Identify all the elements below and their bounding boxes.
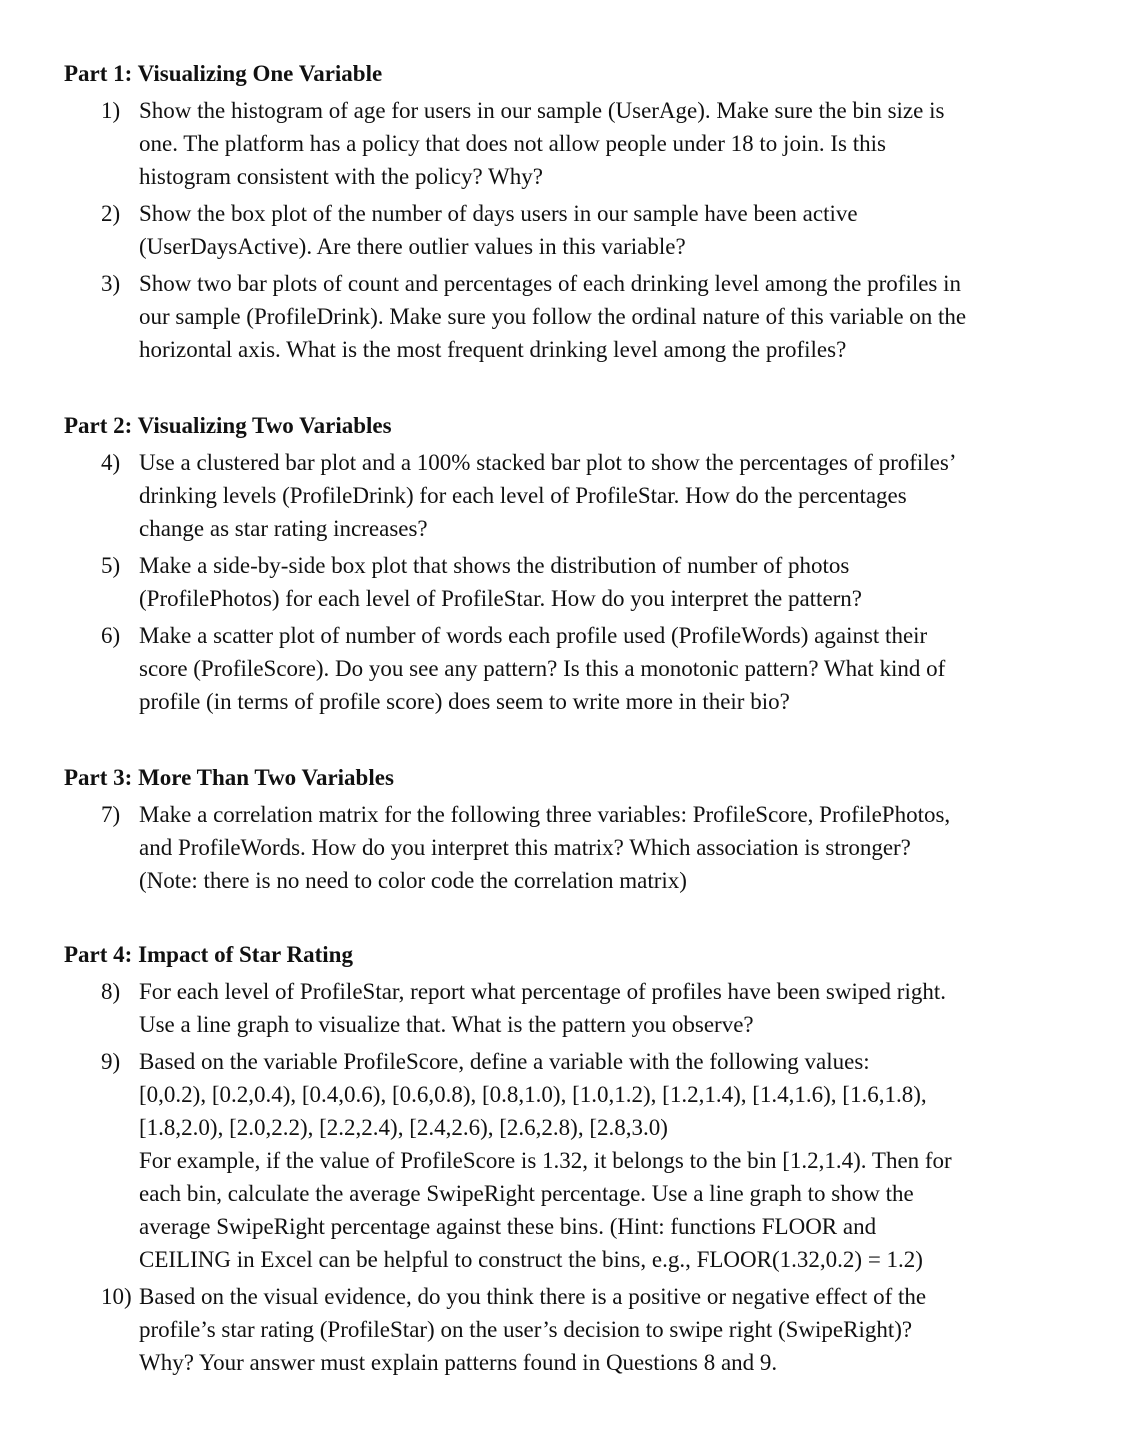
- question-line: Use a line graph to visualize that. What is the pattern you observe?: [139, 1012, 754, 1037]
- question-line: average SwipeRight percentage against these bins. (Hint: functions FLOOR and: [139, 1214, 877, 1239]
- question-line: Show two bar plots of count and percentages of each drinking level among the profiles in: [139, 271, 962, 296]
- question-line: [1.8,2.0), [2.0,2.2), [2.2,2.4), [2.4,2.6), [2.6,2.8), [2.8,3.0): [139, 1115, 668, 1140]
- question-number: 4): [101, 450, 121, 475]
- question-line: CEILING in Excel can be helpful to construct the bins, e.g., FLOOR(1.32,0.2) = 1.2): [139, 1247, 923, 1272]
- question-line: Make a correlation matrix for the following three variables: ProfileScore, ProfilePhotos,: [139, 802, 951, 827]
- question-line: horizontal axis. What is the most frequent drinking level among the profiles?: [139, 337, 847, 362]
- part-2-section: [64, 409, 1064, 722]
- question-number: 7): [101, 802, 121, 827]
- question-line: Show the histogram of age for users in our sample (UserAge). Make sure the bin size is: [139, 98, 945, 123]
- question-number: 6): [101, 623, 121, 648]
- question-line: drinking levels (ProfileDrink) for each level of ProfileStar. How do the percentages: [139, 483, 907, 508]
- question-line: Show the box plot of the number of days users in our sample have been active: [139, 201, 858, 226]
- question-line: one. The platform has a policy that does not allow people under 18 to join. Is this: [139, 131, 886, 156]
- question-line: (ProfilePhotos) for each level of ProfileStar. How do you interpret the pattern?: [139, 586, 863, 611]
- question-line: Make a side-by-side box plot that shows the distribution of number of photos: [139, 553, 850, 578]
- question-line: change as star rating increases?: [139, 516, 428, 541]
- question-line: [0,0.2), [0.2,0.4), [0.4,0.6), [0.6,0.8), [0.8,1.0), [1.0,1.2), [1.2,1.4), [1.4,1.6), [1.6,1.8),: [139, 1082, 927, 1107]
- question-number: 5): [101, 553, 121, 578]
- question-7: [64, 798, 1064, 897]
- question-line: each bin, calculate the average SwipeRight percentage. Use a line graph to show the: [139, 1181, 914, 1206]
- part-1-section: [64, 57, 1064, 370]
- question-10: [64, 1280, 1064, 1379]
- question-line: (Note: there is no need to color code the correlation matrix): [139, 868, 687, 893]
- question-6: [64, 619, 1064, 718]
- question-line: profile’s star rating (ProfileStar) on the user’s decision to swipe right (SwipeRight)?: [139, 1317, 913, 1342]
- question-line: Why? Your answer must explain patterns found in Questions 8 and 9.: [139, 1350, 778, 1375]
- question-number: 2): [101, 201, 121, 226]
- question-line: score (ProfileScore). Do you see any pattern? Is this a monotonic pattern? What kind of: [139, 656, 946, 681]
- part-2-title: Part 2: Visualizing Two Variables: [64, 413, 392, 438]
- part-3-title: Part 3: More Than Two Variables: [64, 765, 394, 790]
- question-line: For each level of ProfileStar, report what percentage of profiles have been swiped right.: [139, 979, 946, 1004]
- question-line: our sample (ProfileDrink). Make sure you follow the ordinal nature of this variable on the: [139, 304, 967, 329]
- question-number: 9): [101, 1049, 121, 1074]
- question-line: Based on the variable ProfileScore, define a variable with the following values:: [139, 1049, 870, 1074]
- question-number: 10): [101, 1284, 132, 1309]
- question-9: [64, 1045, 1064, 1276]
- question-line: Use a clustered bar plot and a 100% stacked bar plot to show the percentages of profiles’: [139, 450, 957, 475]
- part-4-title: Part 4: Impact of Star Rating: [64, 942, 353, 967]
- question-line: profile (in terms of profile score) does seem to write more in their bio?: [139, 689, 790, 714]
- question-2: [64, 197, 1064, 263]
- question-line: (UserDaysActive). Are there outlier values in this variable?: [139, 234, 686, 259]
- question-line: histogram consistent with the policy? Why?: [139, 164, 543, 189]
- question-line: and ProfileWords. How do you interpret this matrix? Which association is stronger?: [139, 835, 911, 860]
- question-3: [64, 267, 1064, 366]
- part-4-section: [64, 938, 1064, 1383]
- question-1: [64, 94, 1064, 193]
- question-4: [64, 446, 1064, 545]
- question-8: [64, 975, 1064, 1041]
- question-number: 3): [101, 271, 121, 296]
- part-1-title: Part 1: Visualizing One Variable: [64, 61, 383, 86]
- question-number: 1): [101, 98, 121, 123]
- question-line: Based on the visual evidence, do you think there is a positive or negative effect of the: [139, 1284, 927, 1309]
- question-line: Make a scatter plot of number of words each profile used (ProfileWords) against their: [139, 623, 928, 648]
- part-3-section: [64, 761, 1064, 901]
- question-5: [64, 549, 1064, 615]
- question-line: For example, if the value of ProfileScore is 1.32, it belongs to the bin [1.2,1.4). Then for: [139, 1148, 952, 1173]
- question-number: 8): [101, 979, 121, 1004]
